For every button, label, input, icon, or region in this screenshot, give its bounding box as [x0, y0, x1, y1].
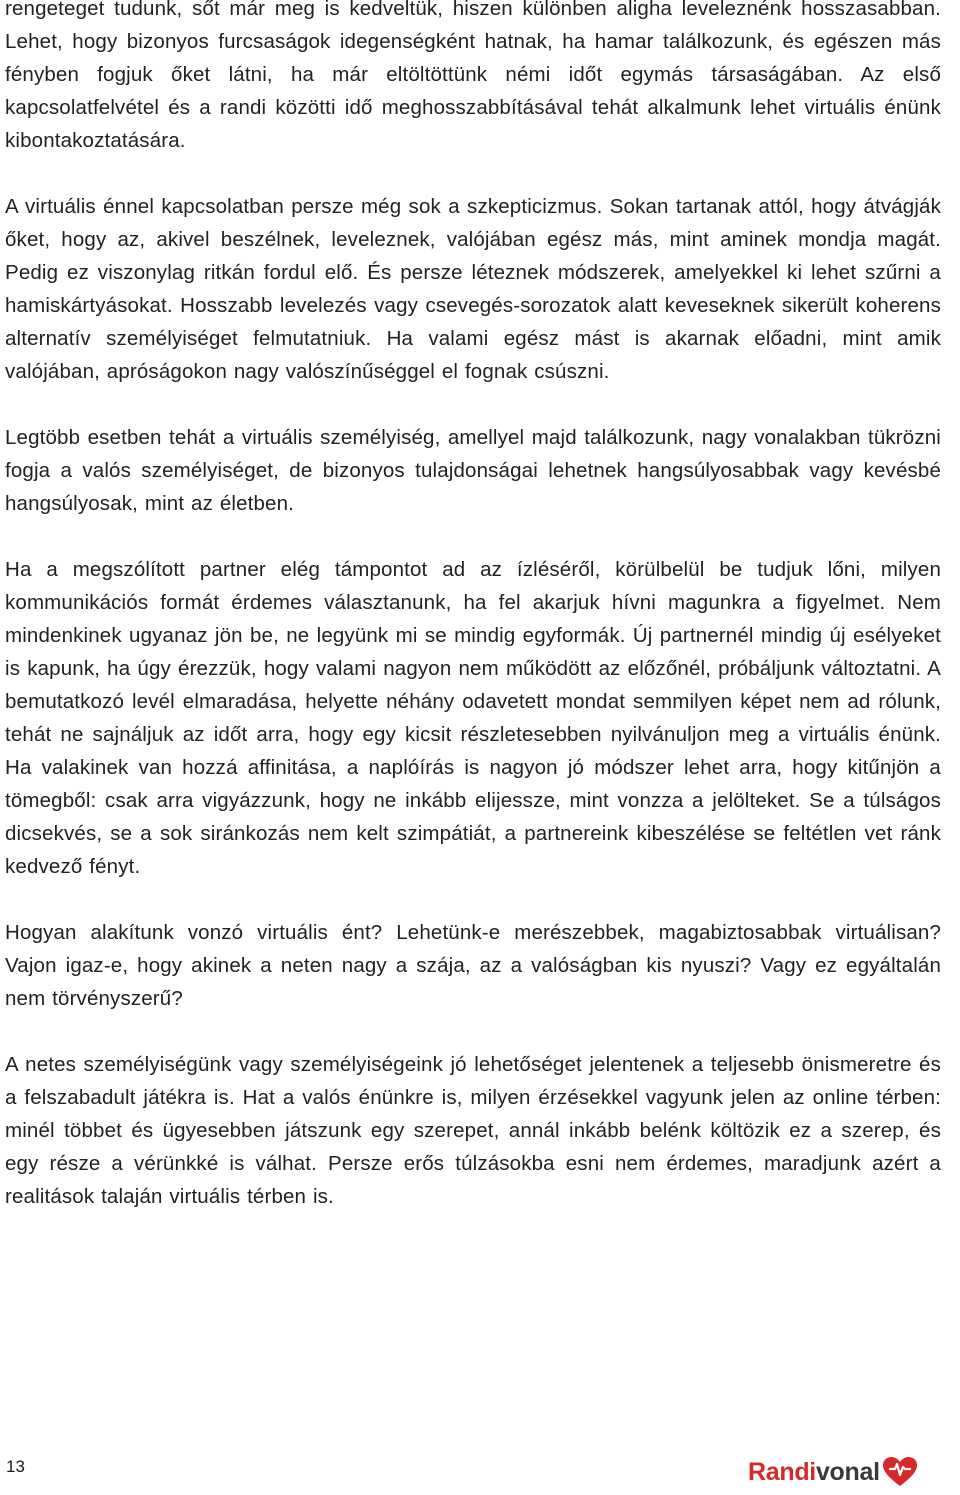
- heart-icon: [882, 1456, 918, 1488]
- paragraph-4: Ha a megszólított partner elég támpontot ad az ízléséről, körülbelül be tudjuk lőni, milyen kommunikációs formát érdemes választanunk, ha fel akarjuk hívni magunkra a figyelmet. Nem mindenkinek ugyanaz jön be, ne legyünk mi se mindig egyformák. Új partnernél mindig új esélyeket is kapunk, ha úgy érezzük, hogy valami nagyon nem működött az előzőnél, próbáljunk változtatni. A bemutatkozó levél elmaradása, helyette néhány odavetett mondat semmilyen képet nem ad rólunk, tehát ne sajnáljuk az időt arra, hogy egy kicsit részletesebben nyilvánuljon meg a virtuális énünk. Ha valakinek van hozzá affinitása, a naplóírás is nagyon jó módszer lehet arra, hogy kitűnjön a tömegből: csak arra vigyázzunk, hogy ne inkább elijessze, mint vonzza a jelölteket. Se a túlságos dicsekvés, se a sok siránkozás nem kelt szimpátiát, a partnereink kibeszélése se feltétlen vet ránk kedvező fényt.: [5, 558, 941, 878]
- paragraph-1: rengeteget tudunk, sőt már meg is kedveltük, hiszen különben aligha leveleznénk hosszasabban. Lehet, hogy bizonyos furcsaságok idegenségként hatnak, ha hamar találkozunk, és egészen más fényben fogjuk őket látni, ha már eltöltöttünk némi időt egymás társaságában. Az első kapcsolatfelvétel és a randi közötti idő meghosszabbításával tehát alkalmunk lehet virtuális énünk kibontakoztatására.: [5, 0, 941, 152]
- logo-text-vonal: vonal: [815, 1457, 880, 1486]
- paragraph-3: Legtöbb esetben tehát a virtuális személyiség, amellyel majd találkozunk, nagy vonalakban tükrözni fogja a valós személyiséget, de bizonyos tulajdonságai lehetnek hangsúlyosabbak vagy kevésbé hangsúlyosak, mint az életben.: [5, 426, 941, 515]
- paragraph-2: A virtuális énnel kapcsolatban persze még sok a szkepticizmus. Sokan tartanak attól, hogy átvágják őket, hogy az, akivel beszélnek, leveleznek, valójában egész más, mint aminek mondja magát. Pedig ez viszonylag ritkán fordul elő. És persze léteznek módszerek, amelyekkel ki lehet szűrni a hamiskártyásokat. Hosszabb levelezés vagy csevegés-sorozatok alatt keveseknek sikerült koherens alternatív személyiséget felmutatniuk. Ha valami egész mást is akarnak előadni, mint amik valójában, apróságokon nagy valószínűséggel el fognak csúszni.: [5, 195, 941, 383]
- page-number: 13: [6, 1457, 25, 1476]
- randivonal-logo: [748, 1455, 918, 1489]
- logo-text-randi: Randi: [748, 1457, 816, 1486]
- paragraph-6: A netes személyiségünk vagy személyiségeink jó lehetőséget jelentenek a teljesebb önismeretre és a felszabadult játékra is. Hat a valós énünkre is, milyen érzésekkel vagyunk jelen az online térben: minél többet és ügyesebben játszunk egy szerepet, annál inkább belénk költözik ez a szerep, és egy része a vérünkké is válhat. Persze erős túlzásokba esni nem érdemes, maradjunk azért a realitások talaján virtuális térben is.: [5, 1053, 941, 1208]
- page-body: [5, 0, 941, 1246]
- paragraph-5: Hogyan alakítunk vonzó virtuális ént? Lehetünk-e merészebbek, magabiztosabbak virtuálisan? Vajon igaz-e, hogy akinek a neten nagy a szája, az a valóságban kis nyuszi? Vagy ez egyáltalán nem törvényszerű?: [5, 921, 941, 1010]
